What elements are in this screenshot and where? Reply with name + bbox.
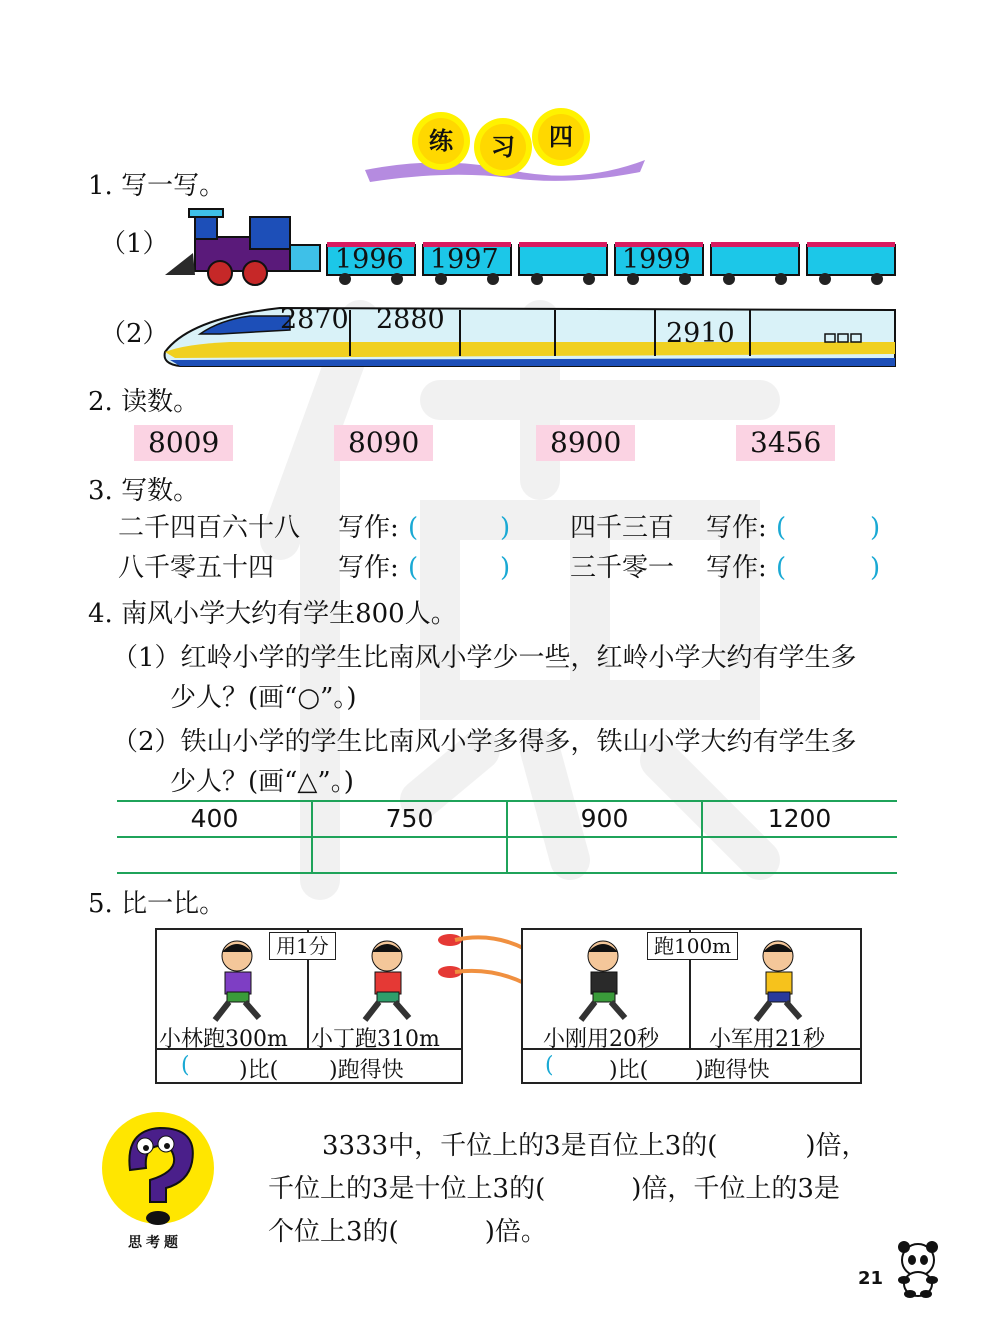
bullet-train-illustration xyxy=(160,298,902,374)
train-car-4-value: 1999 xyxy=(622,244,691,275)
q3-item-3-open: ( xyxy=(408,553,419,583)
estimate-options-table xyxy=(117,800,897,874)
think-line1-end: )倍， xyxy=(805,1131,868,1161)
q3-item-4-close: ) xyxy=(870,553,881,583)
think-line1 xyxy=(322,1130,868,1162)
q4-sub1-line1: （1）红岭小学的学生比南风小学少一些，红岭小学大约有学生多 xyxy=(112,643,857,673)
q3-label: 3. 写数。 xyxy=(88,476,200,506)
bullet-train-value-2: 2880 xyxy=(376,304,445,335)
q1-label: 1. 写一写。 xyxy=(88,171,226,201)
panda-icon xyxy=(888,1238,948,1298)
read-number-4: 3456 xyxy=(736,425,835,461)
option-cell: 400 xyxy=(190,804,239,833)
answer-blank[interactable] xyxy=(285,1053,329,1079)
q1-sub1-label: （1） xyxy=(100,229,169,259)
answer-mid: )比( xyxy=(609,1058,649,1083)
title-char-3: 四 xyxy=(538,114,584,160)
runner-boy-icon xyxy=(563,936,643,1026)
distance-tag: 跑100m xyxy=(647,932,738,960)
time-tag: 用1分 xyxy=(269,932,336,960)
mark-cell[interactable] xyxy=(702,838,897,872)
option-cell: 750 xyxy=(385,804,434,833)
think-line3 xyxy=(268,1216,547,1248)
q3-item-3-close: ) xyxy=(500,553,511,583)
option-cell: 1200 xyxy=(767,804,832,833)
runner-boy-icon xyxy=(738,936,818,1026)
answer-open: ( xyxy=(545,1053,554,1078)
answer-end: )跑得快 xyxy=(329,1058,404,1083)
runner-label: 小刚用20秒 xyxy=(543,1027,659,1052)
think-label: 思考题 xyxy=(128,1235,182,1251)
answer-blank[interactable] xyxy=(561,1053,611,1079)
mark-cell[interactable] xyxy=(117,838,312,872)
train-car-2-value: 1997 xyxy=(430,244,499,275)
question-mark-mascot-icon xyxy=(100,1110,220,1240)
mark-cell[interactable] xyxy=(507,838,702,872)
think-line3-text: 个位上3的( xyxy=(268,1217,399,1247)
q1-sub2-label: （2） xyxy=(100,319,169,349)
q5-label: 5. 比一比。 xyxy=(88,889,226,919)
runner-label: 小丁跑310m xyxy=(311,1027,440,1052)
mark-cell[interactable] xyxy=(312,838,507,872)
q4-sub2-line1: （2）铁山小学的学生比南风小学多得多，铁山小学大约有学生多 xyxy=(112,727,857,757)
think-line2-end: )倍，千位上的3是 xyxy=(631,1174,840,1204)
page-number: 21 xyxy=(858,1268,884,1289)
q3-item-4-write: 写作: xyxy=(706,553,767,583)
q2-label: 2. 读数。 xyxy=(88,387,200,417)
read-number-3: 8900 xyxy=(536,425,635,461)
steam-train-illustration xyxy=(165,205,900,290)
compare-box-time xyxy=(521,928,862,1084)
answer-mid: )比( xyxy=(239,1058,279,1083)
bullet-train-value-3: 2910 xyxy=(666,318,735,349)
runner-boy-icon xyxy=(197,936,277,1026)
train-car-1-value: 1996 xyxy=(335,244,404,275)
title-banner xyxy=(360,110,650,180)
answer-open: ( xyxy=(181,1053,190,1078)
q3-item-1-open: ( xyxy=(408,513,419,543)
runner-label: 小林跑300m xyxy=(159,1027,288,1052)
q3-item-2-close: ) xyxy=(870,513,881,543)
q3-item-4-answer-blank[interactable] xyxy=(793,552,868,584)
q4-sub2-line2: 少人？(画“△”。) xyxy=(170,767,354,797)
q3-item-1-answer-blank[interactable] xyxy=(425,512,500,544)
q3-item-3-write: 写作: xyxy=(338,553,399,583)
q3-item-3-answer-blank[interactable] xyxy=(425,552,500,584)
runner-label: 小军用21秒 xyxy=(709,1027,825,1052)
runner-boy-icon xyxy=(347,936,427,1026)
q3-item-4-words: 三千零一 xyxy=(570,553,675,583)
q4-sub1-line2: 少人？(画“○”。) xyxy=(170,683,357,713)
q4-label: 4. 南风小学大约有学生800人。 xyxy=(88,599,457,629)
think-line1-text: 3333中，千位上的3是百位上3的( xyxy=(322,1131,718,1161)
q3-item-2-words: 四千三百 xyxy=(570,513,675,543)
q3-item-1-write: 写作: xyxy=(338,513,399,543)
option-cell: 900 xyxy=(580,804,629,833)
q3-item-1-words: 二千四百六十八 xyxy=(118,513,301,543)
q3-item-2-open: ( xyxy=(776,513,787,543)
think-line3-end: )倍。 xyxy=(484,1217,547,1247)
title-char-2: 习 xyxy=(480,124,526,170)
answer-blank[interactable] xyxy=(655,1053,695,1079)
bullet-train-value-1: 2870 xyxy=(280,304,349,335)
q3-item-4-open: ( xyxy=(776,553,787,583)
title-char-1: 练 xyxy=(418,118,464,164)
compare-box-distance xyxy=(155,928,463,1084)
read-number-1: 8009 xyxy=(134,425,233,461)
think-line2-text: 千位上的3是十位上3的( xyxy=(268,1174,546,1204)
read-number-2: 8090 xyxy=(334,425,433,461)
think-line2 xyxy=(268,1173,840,1205)
q3-item-2-write: 写作: xyxy=(706,513,767,543)
q3-item-3-words: 八千零五十四 xyxy=(118,553,275,583)
answer-end: )跑得快 xyxy=(695,1058,770,1083)
q3-item-1-close: ) xyxy=(500,513,511,543)
q3-item-2-answer-blank[interactable] xyxy=(793,512,868,544)
